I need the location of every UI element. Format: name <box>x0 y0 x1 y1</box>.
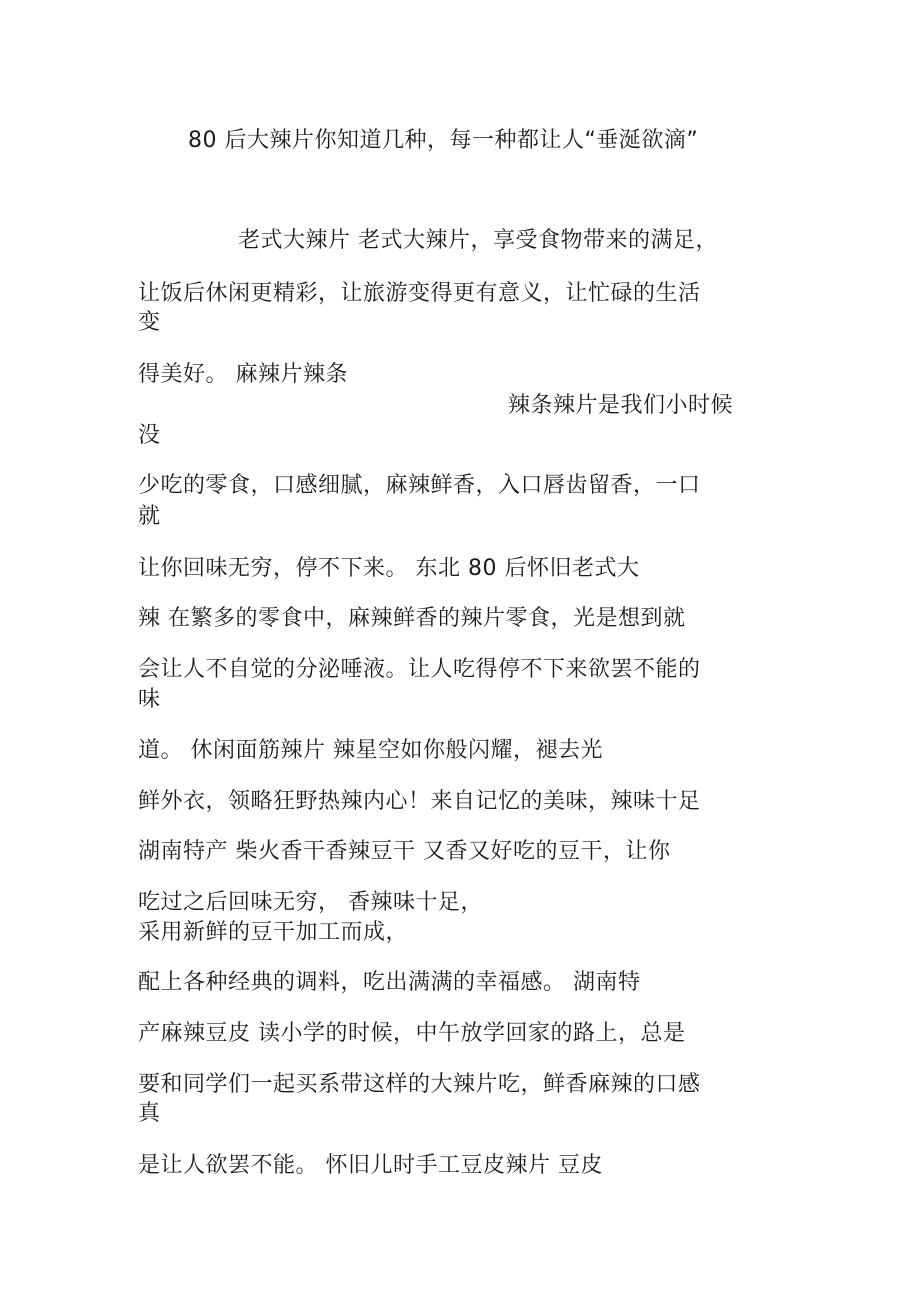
text-line-11: 会让人不自觉的分泌唾液。让人吃得停不下来欲罢不能的 <box>138 657 701 682</box>
text-line-15: 湖南特产 柴火香干香辣豆干 又香又好吃的豆干，让你 <box>138 839 671 864</box>
text-line-1: 老式大辣片 老式大辣片，享受食物带来的满足， <box>238 228 718 253</box>
text-line-10: 辣 在繁多的零食中，麻辣鲜香的辣片零食，光是想到就 <box>138 606 686 631</box>
text-line-22: 是让人欲罢不能。 怀旧儿时手工豆皮辣片 豆皮 <box>138 1153 603 1178</box>
text-line-4: 得美好。 麻辣片辣条 <box>138 362 348 387</box>
text-line-14: 鲜外衣，领略狂野热辣内心！来自记忆的美味，辣味十足 <box>138 789 701 814</box>
text-line-6: 没 <box>138 423 161 448</box>
text-line-19: 产麻辣豆皮 读小学的时候，中午放学回家的路上，总是 <box>138 1021 686 1046</box>
text-line-3: 变 <box>138 310 161 335</box>
text-line-13: 道。 休闲面筋辣片 辣星空如你般闪耀，褪去光 <box>138 738 603 763</box>
document-title: 80 后大辣片你知道几种，每一种都让人“垂涎欲滴” <box>188 128 699 153</box>
text-line-16: 吃过之后回味无穷， 香辣味十足， <box>138 890 483 915</box>
text-line-2: 让饭后休闲更精彩，让旅游变得更有意义，让忙碌的生活 <box>138 281 701 306</box>
text-line-12: 味 <box>138 687 161 712</box>
text-line-17: 采用新鲜的豆干加工而成， <box>138 920 409 945</box>
text-line-20: 要和同学们一起买系带这样的大辣片吃，鲜香麻辣的口感 <box>138 1072 701 1097</box>
text-line-5: 辣条辣片是我们小时候 <box>508 393 734 418</box>
text-line-21: 真 <box>138 1101 161 1126</box>
text-line-9: 让你回味无穷，停不下来。 东北 80 后怀旧老式大 <box>138 556 640 581</box>
text-line-8: 就 <box>138 504 161 529</box>
text-line-7: 少吃的零食，口感细腻，麻辣鲜香，入口唇齿留香，一口 <box>138 473 701 498</box>
text-line-18: 配上各种经典的调料，吃出满满的幸福感。 湖南特 <box>138 970 641 995</box>
